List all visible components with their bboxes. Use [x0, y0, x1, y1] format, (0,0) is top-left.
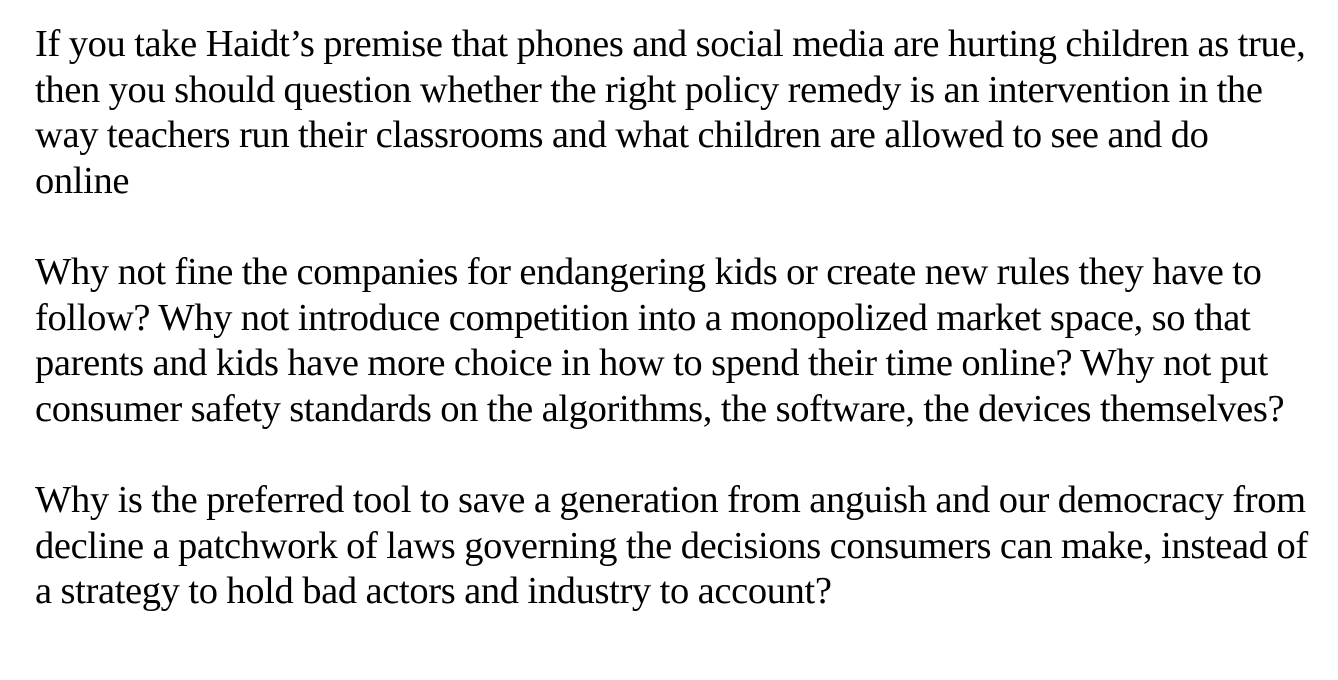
- paragraph-2: Why not fine the companies for endangering kids or create new rules they have to follow? Why not introduce competition into a monopolized market space, so that parents and kids have more choice in how to spend their time online? Why not put consumer safety standards on the algorithms, the software, the devices themselves?: [35, 251, 1285, 430]
- paragraph-1: If you take Haidt’s premise that phones and social media are hurting children as true, then you should question whether the right policy remedy is an intervention in the way teachers run their classrooms and what children are allowed to see and do online: [35, 23, 1306, 202]
- paragraph-3: Why is the preferred tool to save a generation from anguish and our democracy from decline a patchwork of laws governing the decisions consumers can make, instead of a strategy to hold bad actors and industry to account?: [35, 479, 1308, 612]
